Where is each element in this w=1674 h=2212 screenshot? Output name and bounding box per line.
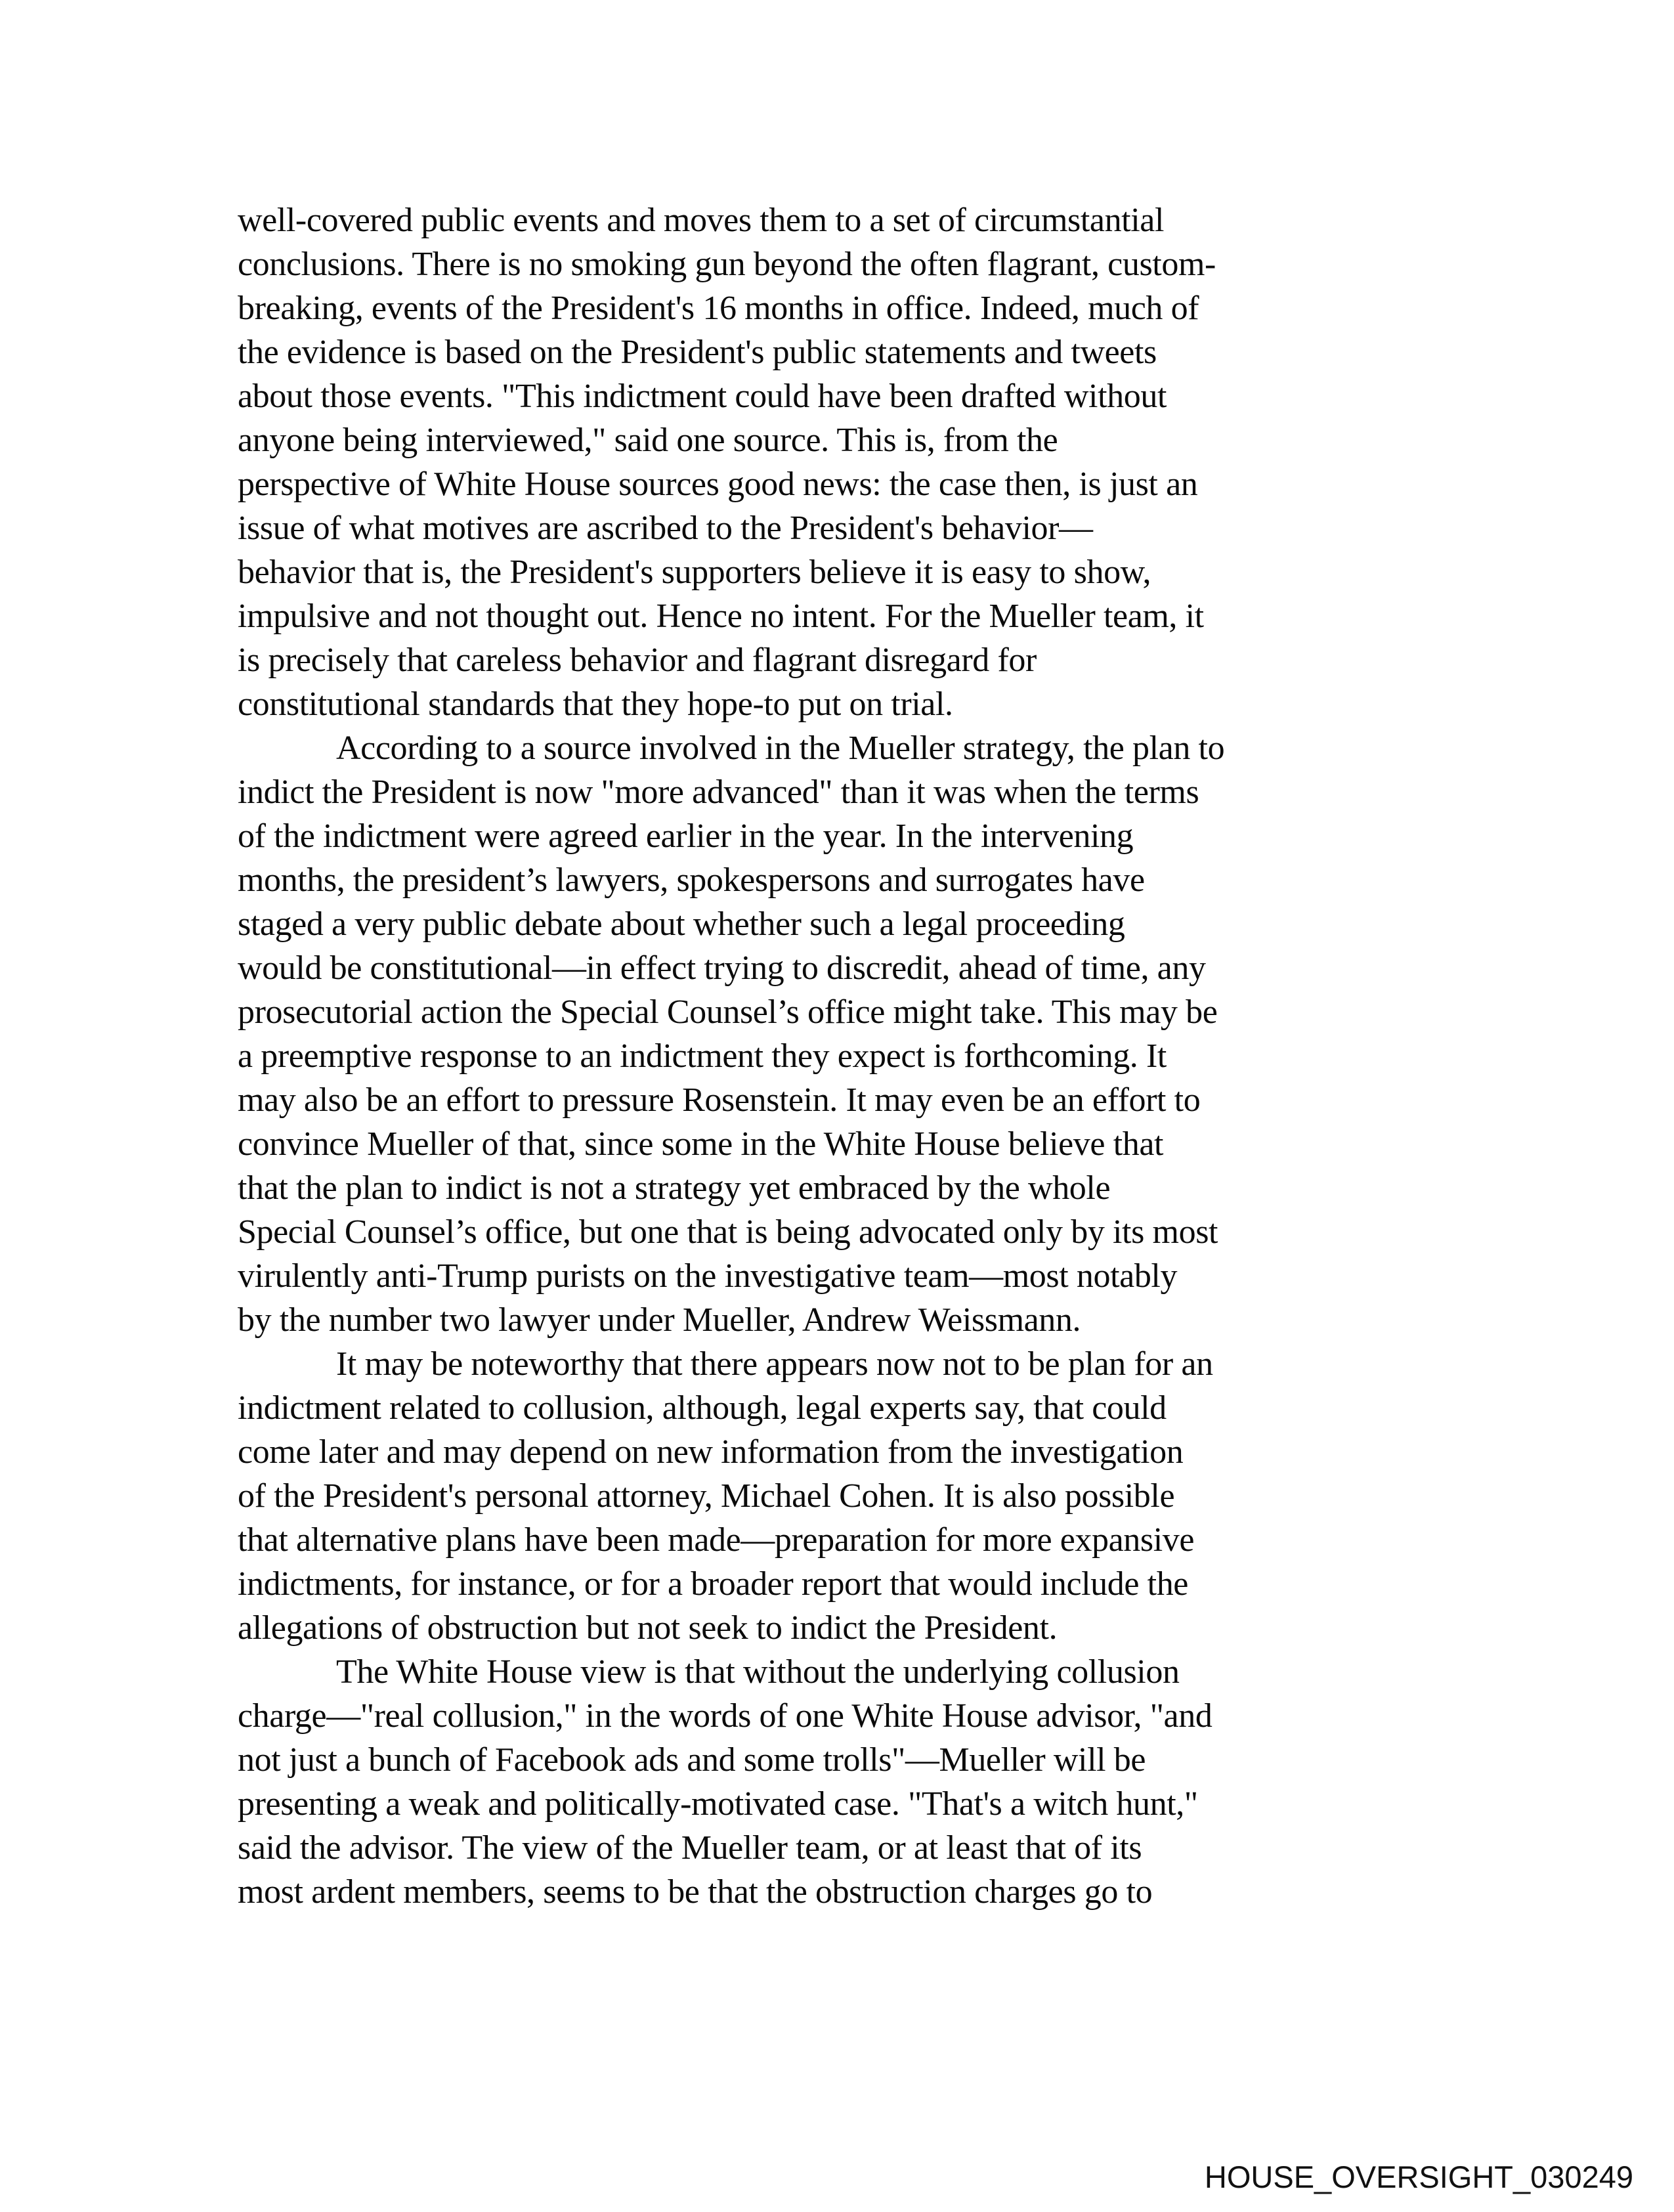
text-line: well-covered public events and moves them to a set of circumstantial	[238, 202, 1165, 239]
text-line: According to a source involved in the Mueller strategy, the plan to	[336, 729, 1225, 767]
text-line: It may be noteworthy that there appears now not to be plan for an	[336, 1345, 1213, 1383]
text-line: indictments, for instance, or for a broader report that would include the	[238, 1565, 1188, 1603]
text-line: about those events. "This indictment could have been drafted without	[238, 378, 1167, 415]
text-line: virulently anti-Trump purists on the investigative team—most notably	[238, 1257, 1178, 1295]
text-line: come later and may depend on new information from the investigation	[238, 1433, 1184, 1471]
text-line: staged a very public debate about whether such a legal proceeding	[238, 905, 1125, 943]
bates-number: HOUSE_OVERSIGHT_030249	[1204, 2159, 1633, 2194]
text-line: anyone being interviewed," said one source. This is, from the	[238, 422, 1058, 459]
text-line: said the advisor. The view of the Mueller team, or at least that of its	[238, 1829, 1142, 1867]
text-line: issue of what motives are ascribed to the President's behavior—	[238, 510, 1093, 547]
text-line: prosecutorial action the Special Counsel’s office might take. This may be	[238, 993, 1218, 1031]
text-line: indict the President is now "more advanced" than it was when the terms	[238, 773, 1199, 811]
text-line: of the indictment were agreed earlier in the year. In the intervening	[238, 817, 1134, 855]
text-line: that alternative plans have been made—preparation for more expansive	[238, 1521, 1195, 1559]
paragraph	[238, 726, 1426, 1342]
text-line: constitutional standards that they hope-to put on trial.	[238, 685, 953, 723]
text-line: is precisely that careless behavior and flagrant disregard for	[238, 641, 1037, 679]
text-line: months, the president’s lawyers, spokespersons and surrogates have	[238, 861, 1145, 899]
text-line: impulsive and not thought out. Hence no intent. For the Mueller team, it	[238, 597, 1204, 635]
text-line: not just a bunch of Facebook ads and some trolls"—Mueller will be	[238, 1741, 1146, 1779]
text-line: breaking, events of the President's 16 months in office. Indeed, much of	[238, 290, 1199, 327]
paragraph	[238, 198, 1426, 726]
text-line: most ardent members, seems to be that the obstruction charges go to	[238, 1873, 1153, 1911]
text-line: convince Mueller of that, since some in the White House believe that	[238, 1125, 1164, 1163]
paragraph	[238, 1650, 1426, 1914]
text-line: presenting a weak and politically-motivated case. "That's a witch hunt,"	[238, 1785, 1198, 1823]
text-line: by the number two lawyer under Mueller, Andrew Weissmann.	[238, 1301, 1081, 1339]
paragraph	[238, 1342, 1426, 1650]
text-line: The White House view is that without the underlying collusion	[336, 1653, 1180, 1691]
text-line: allegations of obstruction but not seek to indict the President.	[238, 1609, 1058, 1647]
text-line: conclusions. There is no smoking gun beyond the often flagrant, custom-	[238, 246, 1216, 283]
text-line: perspective of White House sources good news: the case then, is just an	[238, 466, 1198, 503]
document-text	[238, 198, 1426, 1914]
text-line: may also be an effort to pressure Rosenstein. It may even be an effort to	[238, 1081, 1201, 1119]
text-line: would be constitutional—in effect trying to discredit, ahead of time, any	[238, 949, 1206, 987]
text-line: that the plan to indict is not a strategy yet embraced by the whole	[238, 1169, 1111, 1207]
text-line: of the President's personal attorney, Michael Cohen. It is also possible	[238, 1477, 1175, 1515]
text-line: Special Counsel’s office, but one that is being advocated only by its most	[238, 1213, 1218, 1251]
text-line: indictment related to collusion, although, legal experts say, that could	[238, 1389, 1167, 1427]
text-line: a preemptive response to an indictment they expect is forthcoming. It	[238, 1037, 1167, 1075]
text-line: charge—"real collusion," in the words of one White House advisor, "and	[238, 1697, 1213, 1735]
text-line: the evidence is based on the President's public statements and tweets	[238, 334, 1157, 371]
text-line: behavior that is, the President's supporters believe it is easy to show,	[238, 553, 1151, 591]
